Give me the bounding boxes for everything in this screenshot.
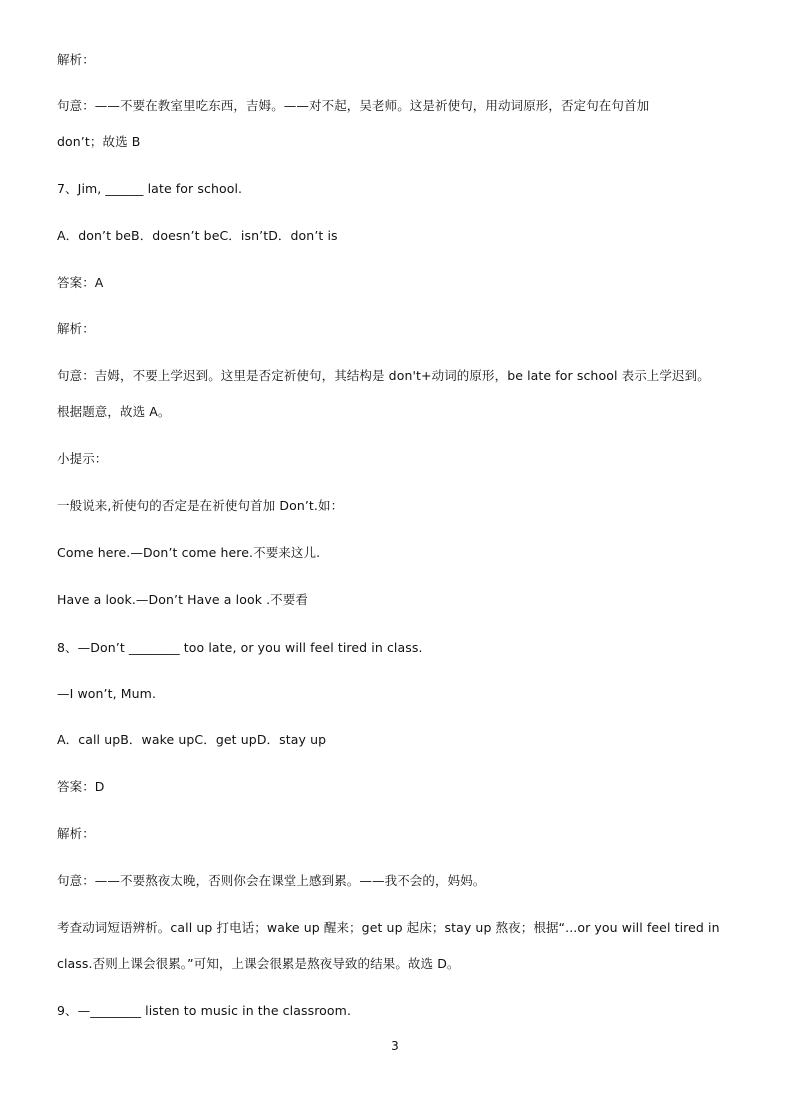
question-7: 7、Jim, ______ late for school. [57,181,243,196]
analysis-heading: 解析： [57,321,95,336]
answer-line: 答案：A [57,275,104,290]
explanation-text: class.否则上课会很累。”可知，上课会很累是熬夜导致的结果。故选 D。 [57,956,460,971]
question-7-options: A．don’t beB．doesn’t beC．isn’tD．don’t is [57,228,338,243]
tip-example: Have a look.—Don’t Have a look .不要看 [57,592,308,607]
tip-text: 一般说来,祈使句的否定是在祈使句首加 Don’t.如： [57,498,344,513]
question-8-options: A．call upB．wake upC．get upD．stay up [57,732,327,747]
tip-heading: 小提示： [57,451,108,466]
tip-example: Come here.—Don’t come here.不要来这儿. [57,545,321,560]
page-number: 3 [391,1039,399,1053]
explanation-text: 句意：——不要熬夜太晚，否则你会在课堂上感到累。——我不会的，妈妈。 [57,873,486,888]
question-8-reply: —I won’t, Mum. [57,686,157,701]
question-8: 8、—Don’t ________ too late, or you will feel tired in class. [57,640,423,655]
explanation-text: 根据题意，故选 A。 [57,404,171,419]
analysis-heading: 解析： [57,52,95,67]
question-9: 9、—________ listen to music in the classroom. [57,1003,352,1018]
analysis-heading: 解析： [57,826,95,841]
explanation-text: 句意：吉姆，不要上学迟到。这里是否定祈使句，其结构是 don't+动词的原形，be late for school 表示上学迟到。 [57,368,710,383]
explanation-text: don’t；故选 B [57,134,141,149]
explanation-text: 考查动词短语辨析。call up 打电话；wake up 醒来；get up 起床；stay up 熬夜；根据“...or you will feel tired in [57,920,720,935]
answer-line: 答案：D [57,779,105,794]
explanation-text: 句意：——不要在教室里吃东西，吉姆。——对不起，吴老师。这是祈使句，用动词原形，否定句在句首加 [57,98,650,113]
